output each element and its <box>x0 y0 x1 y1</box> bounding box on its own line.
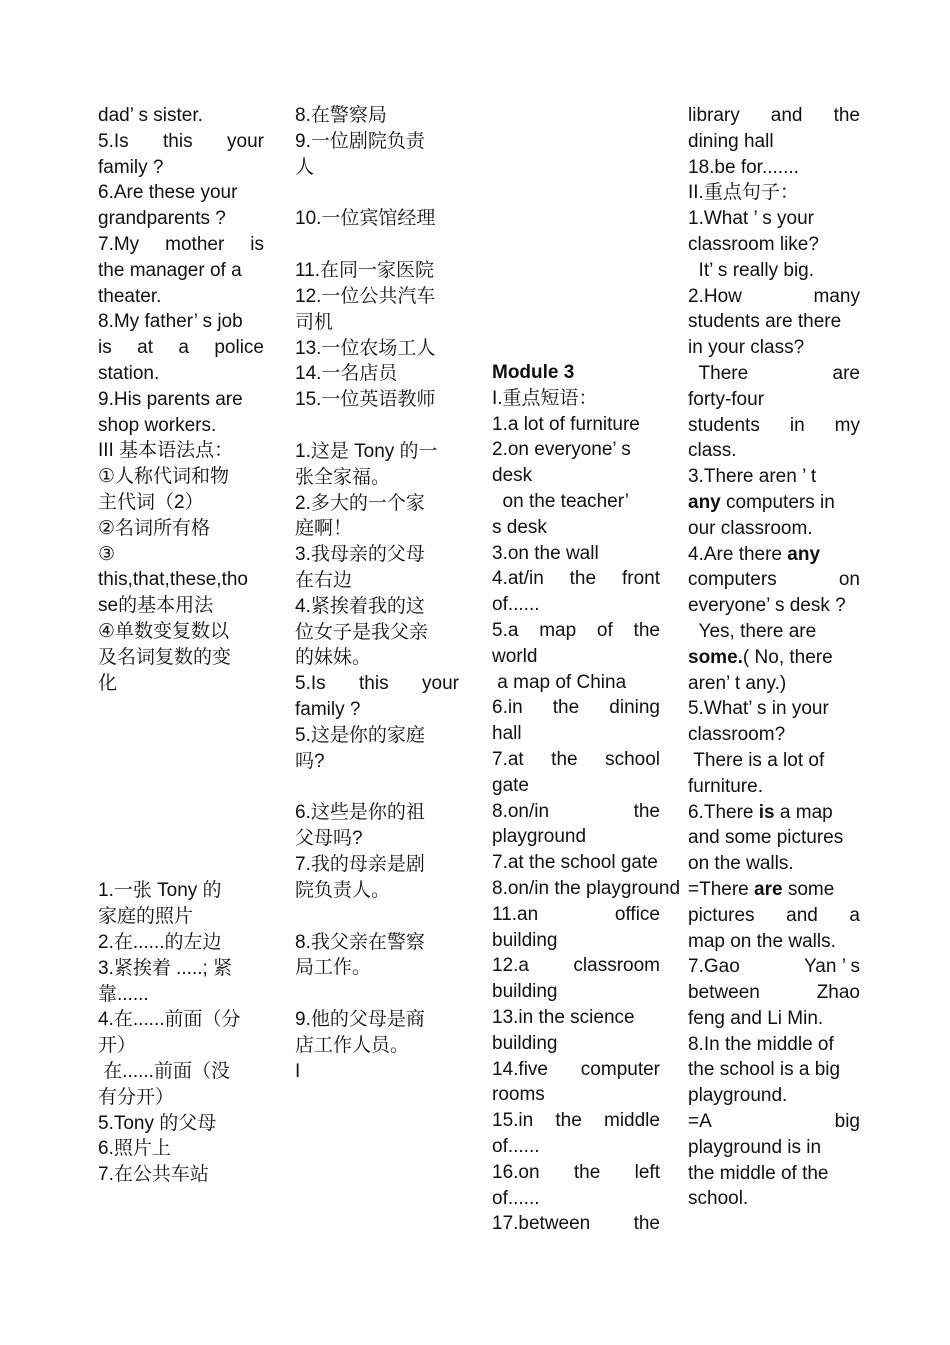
text-line: 局工作。 <box>295 957 372 979</box>
text-line: 2.在......的左边 <box>98 931 222 953</box>
text-line: 15.一位英语教师 <box>295 389 436 411</box>
column-2 <box>295 103 459 1085</box>
text-line: It’ s really big. <box>688 259 815 281</box>
text-line: class. <box>688 440 737 462</box>
text-line: 3.on the wall <box>492 542 599 564</box>
text-line: 9.His parents are <box>98 388 243 410</box>
text-line: on the teacher’ <box>492 490 629 512</box>
text-line: 有分开） <box>98 1086 175 1108</box>
text-line: station. <box>98 362 160 384</box>
text-line: 11.an office <box>492 903 660 925</box>
text-line: 15.in the middle <box>492 1110 660 1132</box>
text-line: building <box>492 981 558 1003</box>
text-line: 7.at the school <box>492 748 660 770</box>
text-line: Yes, there are <box>688 620 817 642</box>
text-line: 4.在......前面（分 <box>98 1009 241 1031</box>
text-line: 3.There aren ’ t <box>688 466 817 488</box>
column-4 <box>688 103 860 1212</box>
text-line: 吗? <box>295 750 325 772</box>
text-line: 16.on the left <box>492 1161 660 1183</box>
text-line: 司机 <box>295 311 334 333</box>
text-line: map on the walls. <box>688 930 836 952</box>
text-line: 11.在同一家医院 <box>295 260 435 282</box>
text-line: 9.一位剧院负责 <box>295 130 425 152</box>
text-line: building <box>492 929 558 951</box>
text-line: playground <box>492 826 587 848</box>
text-line: students in my <box>688 414 860 436</box>
text-line: There is a lot of <box>688 749 825 771</box>
text-line: our classroom. <box>688 517 813 539</box>
text-line: 2.How many <box>688 285 860 307</box>
column-1 <box>98 103 264 1188</box>
text-line: 7.Gao Yan ’ s <box>688 956 860 978</box>
text-line: 6.Are these your <box>98 182 238 204</box>
text-line: 7.My mother is <box>98 233 264 255</box>
text-line: world <box>492 645 538 667</box>
text-line: 7.我的母亲是剧 <box>295 853 425 875</box>
text-line: of...... <box>492 1187 540 1209</box>
text-line: 院负责人。 <box>295 879 391 901</box>
text-line: school. <box>688 1188 749 1210</box>
section-heading: II.重点句子： <box>688 182 799 204</box>
text-line: 3.我母亲的父母 <box>295 544 425 566</box>
text-line: 1.一张 Tony 的 <box>98 880 222 902</box>
text-line: 4.紧挨着我的这 <box>295 595 425 617</box>
text-line: 1.What ’ s your <box>688 208 815 230</box>
text-line: 8.In the middle of <box>688 1033 834 1055</box>
text-line: the middle of the <box>688 1162 829 1184</box>
text-line: 家庭的照片 <box>98 906 194 928</box>
text-line: 10.一位宾馆经理 <box>295 208 436 230</box>
text-line: theater. <box>98 285 162 307</box>
text-line: shop workers. <box>98 414 217 436</box>
module-title: Module 3 <box>492 362 575 383</box>
text-line: 张全家福。 <box>295 466 391 488</box>
text-line: 13.一位农场工人 <box>295 337 436 359</box>
text-line: 12.a classroom <box>492 955 660 977</box>
text-line: playground is in <box>688 1136 822 1158</box>
text-line: of...... <box>492 1135 540 1157</box>
text-line: 人 <box>295 156 315 178</box>
text-line: gate <box>492 774 529 796</box>
text-line: and some pictures <box>688 827 844 849</box>
text-line: ①人称代词和物 <box>98 466 230 488</box>
text-line: ②名词所有格 <box>98 517 211 539</box>
text-line: 及名词复数的变 <box>98 646 232 668</box>
text-line: 的妹妹。 <box>295 647 372 669</box>
text-line: 6.照片上 <box>98 1138 171 1160</box>
text-line: 9.他的父母是商 <box>295 1009 425 1031</box>
text-line: 5.a map of the <box>492 619 660 641</box>
text-line: 8.on/in the <box>492 800 660 822</box>
text-line: ④单数变复数以 <box>98 620 230 642</box>
text-line: 在右边 <box>295 569 353 591</box>
text-line: There are <box>688 362 860 384</box>
text-line: 7.在公共车站 <box>98 1164 209 1186</box>
text-line: I <box>295 1060 301 1082</box>
text-line: 主代词（2） <box>98 491 204 513</box>
text-line: 14.five computer <box>492 1058 660 1080</box>
text-line: dad’ s sister. <box>98 105 203 126</box>
text-line: 父母吗? <box>295 828 363 850</box>
text-line: classroom? <box>688 724 786 746</box>
text-line: 12.一位公共汽车 <box>295 285 436 307</box>
text-line: 1.这是 Tony 的一 <box>295 440 438 462</box>
text-line: grandparents ? <box>98 208 226 230</box>
text-line: rooms <box>492 1084 545 1106</box>
text-line: library and the <box>688 105 860 126</box>
text-line: 2.on everyone’ s <box>492 439 631 461</box>
text-line: some.( No, there <box>688 646 833 668</box>
text-line: 2.多大的一个家 <box>295 492 425 514</box>
text-line: 8.在警察局 <box>295 105 387 126</box>
text-line: 5.这是你的家庭 <box>295 724 425 746</box>
text-line: 5.Is this your <box>295 673 459 695</box>
section-heading: III 基本语法点： <box>98 440 234 462</box>
text-line: students are there <box>688 311 842 333</box>
text-line: furniture. <box>688 775 763 797</box>
text-line: 4.Are there any <box>688 543 821 565</box>
text-line: ③ <box>98 543 116 565</box>
text-line: 位女子是我父亲 <box>295 621 429 643</box>
text-line: se的基本用法 <box>98 595 214 617</box>
text-line: classroom like? <box>688 233 819 255</box>
text-line: 1.a lot of furniture <box>492 413 640 435</box>
text-line: forty-four <box>688 388 765 410</box>
text-line: 6.这些是你的祖 <box>295 802 425 824</box>
text-line: 7.at the school gate <box>492 852 658 874</box>
text-line: dining hall <box>688 130 774 152</box>
text-line: 化 <box>98 672 118 694</box>
text-line: the manager of a <box>98 259 242 281</box>
text-line: feng and Li Min. <box>688 1007 824 1029</box>
text-line: 3.紧挨着 .....; 紧 <box>98 957 233 979</box>
text-line: 开） <box>98 1035 137 1057</box>
text-line: 在......前面（没 <box>98 1060 230 1082</box>
text-line: 庭啊！ <box>295 518 353 540</box>
text-line: this,that,these,tho <box>98 569 248 591</box>
text-line: =A big <box>688 1111 860 1133</box>
text-line: 店工作人员。 <box>295 1034 410 1056</box>
text-line: =There are some <box>688 878 835 900</box>
text-line: 13.in the science <box>492 1006 635 1028</box>
text-line: pictures and a <box>688 904 860 926</box>
text-line: 5.Is this your <box>98 130 264 152</box>
text-line: aren’ t any.) <box>688 672 787 694</box>
text-line: 6.There is a map <box>688 801 833 823</box>
text-line: s desk <box>492 516 547 538</box>
text-line: 17.between the <box>492 1213 660 1235</box>
text-line: computers on <box>688 569 860 591</box>
text-line: any computers in <box>688 491 835 513</box>
text-line: of...... <box>492 594 540 616</box>
text-line: hall <box>492 723 522 745</box>
text-line: family ? <box>295 698 361 720</box>
text-line: family ? <box>98 156 164 178</box>
text-line: 5.Tony 的父母 <box>98 1112 217 1134</box>
section-heading: I.重点短语： <box>492 387 598 409</box>
text-line: in your class? <box>688 337 805 359</box>
text-line: 8.我父亲在警察 <box>295 931 425 953</box>
text-line: between Zhao <box>688 982 860 1004</box>
text-line: 4.at/in the front <box>492 568 660 590</box>
text-line: playground. <box>688 1085 788 1107</box>
text-line: the school is a big <box>688 1059 841 1081</box>
text-line: 8.on/in the playground <box>492 877 681 899</box>
text-line: building <box>492 1032 558 1054</box>
text-line: on the walls. <box>688 853 794 875</box>
text-line: 18.be for....... <box>688 156 799 178</box>
column-3 <box>492 360 681 1237</box>
text-line: everyone’ s desk ? <box>688 595 846 617</box>
text-line: 8.My father’ s job <box>98 311 243 333</box>
text-line: 靠...... <box>98 983 149 1005</box>
text-line: 6.in the dining <box>492 697 660 719</box>
text-line: desk <box>492 465 533 487</box>
text-line: 14.一名店员 <box>295 363 398 385</box>
text-line: is at a police <box>98 337 264 359</box>
text-line: a map of China <box>492 671 627 693</box>
text-line: 5.What’ s in your <box>688 698 829 720</box>
